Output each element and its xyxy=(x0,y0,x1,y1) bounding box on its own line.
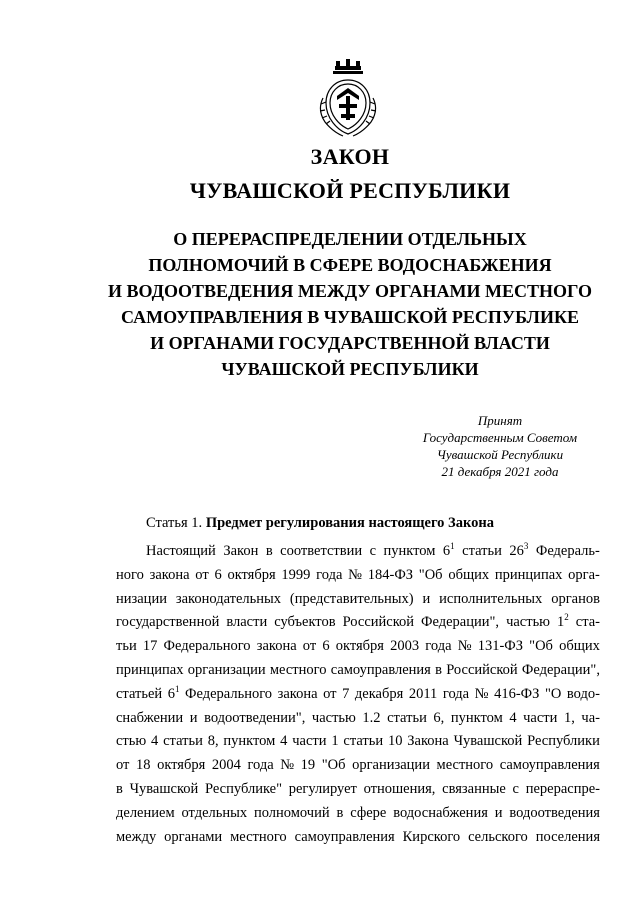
law-title-line: ЧУВАШСКОЙ РЕСПУБЛИКИ xyxy=(221,359,479,379)
body-word: от xyxy=(195,566,209,583)
body-word: тьи xyxy=(116,638,137,655)
body-word: принципах xyxy=(116,661,184,678)
body-word: ча- xyxy=(581,709,600,726)
body-word: законодательных xyxy=(175,590,281,607)
body-word: 4 xyxy=(280,733,288,750)
body-word: водо- xyxy=(566,685,600,702)
body-word: октября xyxy=(335,638,384,655)
body-word: от xyxy=(302,638,317,655)
body-word: и xyxy=(494,804,503,821)
body-word: статьи xyxy=(343,733,384,750)
body-word: сельского xyxy=(468,828,528,845)
law-title-line: И ОРГАНАМИ ГОСУДАРСТВЕННОЙ ВЛАСТИ xyxy=(150,333,550,353)
body-word: отношения, xyxy=(363,780,436,797)
body-word: № xyxy=(348,566,362,583)
body-line xyxy=(116,588,600,612)
body-word: закона xyxy=(149,566,190,583)
body-word: $26^3$ xyxy=(509,541,529,559)
body-word: Республики xyxy=(527,733,600,750)
body-line xyxy=(116,754,600,778)
article-heading xyxy=(146,515,494,532)
body-word: статьи xyxy=(163,733,203,750)
article-number: Статья 1. xyxy=(146,515,203,531)
body-word: Федерации", xyxy=(521,661,600,678)
body-word: делением xyxy=(116,804,175,821)
body-word: Федераль- xyxy=(535,543,600,559)
body-word: статьей xyxy=(116,685,163,702)
body-word: от xyxy=(116,757,130,774)
body-word: самоуправления xyxy=(330,661,431,678)
body-word: местного xyxy=(230,828,287,845)
body-word: 8, xyxy=(207,733,219,750)
adoption-line: Принят xyxy=(477,413,523,428)
body-word: организации xyxy=(352,757,430,774)
body-word: года xyxy=(425,638,452,655)
body-word: Кирского xyxy=(402,828,461,845)
body-word: 2004 xyxy=(211,757,241,774)
republic-heading: ЧУВАШСКОЙ РЕСПУБЛИКИ xyxy=(189,178,511,203)
body-line xyxy=(116,659,600,683)
body-word: поселения xyxy=(535,828,600,845)
adoption-note xyxy=(380,412,620,480)
body-word: года xyxy=(442,685,470,702)
body-word: года xyxy=(247,757,274,774)
body-word: статьи xyxy=(462,543,502,559)
body-word: 1 xyxy=(331,733,339,750)
adoption-line: Государственным Советом xyxy=(422,430,578,445)
law-heading: ЗАКОН xyxy=(310,144,390,169)
body-word: сфере xyxy=(350,804,387,821)
body-word: части xyxy=(292,733,327,750)
law-title xyxy=(80,226,620,382)
body-word: 1999 xyxy=(281,566,311,583)
body-word: регулирует xyxy=(288,780,357,797)
body-word: декабря xyxy=(354,685,404,702)
body-word: пунктом xyxy=(223,733,276,750)
body-word: и xyxy=(189,709,198,726)
body-word: в xyxy=(116,780,123,797)
body-word: 1, xyxy=(563,709,575,726)
body-word: ного xyxy=(116,566,144,583)
body-word: пунктом xyxy=(450,709,503,726)
body-word: № xyxy=(280,757,295,774)
body-word: государственной xyxy=(116,614,220,631)
body-word: 10 xyxy=(387,733,403,750)
body-word: 416-ФЗ xyxy=(494,685,540,702)
body-word: Чувашской xyxy=(129,780,199,797)
body-word: "Об xyxy=(321,757,346,774)
coat-of-arms-emblem xyxy=(313,58,383,138)
body-line xyxy=(116,707,600,731)
body-word: 19 xyxy=(300,757,316,774)
body-word: № xyxy=(457,638,472,655)
body-word: от xyxy=(323,685,337,702)
body-word: органами xyxy=(164,828,223,845)
body-word: "О xyxy=(544,685,562,702)
body-word: самоуправления xyxy=(499,757,600,774)
body-word: Республике" xyxy=(205,780,282,797)
body-word: $6^1$ xyxy=(167,683,180,702)
body-word: Настоящий xyxy=(146,543,216,559)
body-word: водоотведения xyxy=(509,804,600,821)
body-word: 2003 xyxy=(390,638,420,655)
body-word: 184-ФЗ xyxy=(367,566,414,583)
body-word: снабжении xyxy=(116,709,184,726)
body-line xyxy=(116,802,600,826)
body-word: низации xyxy=(116,590,167,607)
body-word: самоуправления xyxy=(294,828,395,845)
body-word: исполнительных xyxy=(439,590,543,607)
law-title-line: О ПЕРЕРАСПРЕДЕЛЕНИИ ОТДЕЛЬНЫХ xyxy=(173,229,527,249)
body-word: Российской xyxy=(342,614,415,631)
body-word: власти xyxy=(226,614,268,631)
body-word: принципах xyxy=(494,566,563,583)
body-word: "Об xyxy=(529,638,553,655)
law-title-line: И ВОДООТВЕДЕНИЯ МЕЖДУ ОРГАНАМИ МЕСТНОГО xyxy=(108,281,592,301)
body-word: орга- xyxy=(568,566,600,583)
body-word: 131-ФЗ xyxy=(477,638,523,655)
body-word: общих xyxy=(559,638,600,655)
body-line xyxy=(116,730,600,754)
body-word: перераспре- xyxy=(525,780,600,797)
body-word: в xyxy=(435,661,442,678)
body-word: 2011 xyxy=(408,685,438,702)
body-word: $1^2$ xyxy=(557,612,569,631)
body-word: 1.2 xyxy=(362,709,381,726)
article-body xyxy=(116,540,600,849)
body-word: Федерального xyxy=(163,638,251,655)
body-word: водоотведении", xyxy=(204,709,306,726)
body-word: 6 xyxy=(322,638,330,655)
body-word: частью xyxy=(506,614,551,631)
body-word: стью xyxy=(116,733,147,750)
body-word: октября xyxy=(227,566,276,583)
body-word: Чувашской xyxy=(453,733,523,750)
body-line xyxy=(116,683,600,707)
body-word: в xyxy=(336,804,344,821)
law-title-line: САМОУПРАВЛЕНИЯ В ЧУВАШСКОЙ РЕСПУБЛИКЕ xyxy=(120,307,580,327)
body-word: и xyxy=(422,590,431,607)
body-word: между xyxy=(116,828,157,845)
body-word: с xyxy=(512,780,519,797)
body-word: пунктом xyxy=(383,543,436,559)
body-word: 17 xyxy=(142,638,158,655)
body-word: 6, xyxy=(433,709,445,726)
body-word: 4 xyxy=(151,733,159,750)
body-word: с xyxy=(369,543,377,559)
body-word: полномочий xyxy=(253,804,330,821)
body-word: "Об xyxy=(418,566,443,583)
body-word: органов xyxy=(551,590,600,607)
body-word: (представительных) xyxy=(289,590,414,607)
body-line xyxy=(116,564,600,588)
body-word: Федерации", xyxy=(421,614,500,631)
body-word: организации xyxy=(187,661,266,678)
body-word: 7 xyxy=(342,685,350,702)
body-word: местного xyxy=(269,661,327,678)
body-line xyxy=(116,635,600,659)
body-word: $6^1$ xyxy=(442,541,455,559)
body-word: общих xyxy=(448,566,490,583)
law-title-line: ПОЛНОМОЧИЙ В СФЕРЕ ВОДОСНАБЖЕНИЯ xyxy=(148,255,552,275)
article-title: Предмет регулирования настоящего Закона xyxy=(205,515,494,531)
body-word: Федерального xyxy=(185,685,273,702)
body-word: в xyxy=(265,543,273,559)
body-word: № xyxy=(474,685,489,702)
body-word: водоснабжения xyxy=(393,804,488,821)
body-word: ста- xyxy=(575,614,600,631)
body-word: 18 xyxy=(135,757,151,774)
adoption-date: 21 декабря 2021 года xyxy=(441,464,559,479)
body-line xyxy=(116,826,600,850)
body-word: Российской xyxy=(446,661,518,678)
body-word: частью xyxy=(311,709,356,726)
body-word: закона xyxy=(277,685,318,702)
body-word: связанные xyxy=(442,780,506,797)
body-word: октября xyxy=(157,757,206,774)
body-word: 4 xyxy=(509,709,517,726)
body-word: части xyxy=(523,709,558,726)
body-word: местного xyxy=(436,757,494,774)
body-line xyxy=(116,540,600,564)
body-word: субъектов xyxy=(274,614,336,631)
body-word: статьи xyxy=(387,709,427,726)
adoption-line: Чувашской Республики xyxy=(436,447,564,462)
body-word: отдельных xyxy=(181,804,248,821)
body-word: закона xyxy=(256,638,297,655)
body-line xyxy=(116,778,600,802)
body-word: соответствии xyxy=(280,543,363,559)
body-word: 6 xyxy=(214,566,222,583)
body-word: года xyxy=(316,566,343,583)
body-line xyxy=(116,611,600,635)
body-word: Закона xyxy=(407,733,449,750)
body-word: Закон xyxy=(223,543,259,559)
